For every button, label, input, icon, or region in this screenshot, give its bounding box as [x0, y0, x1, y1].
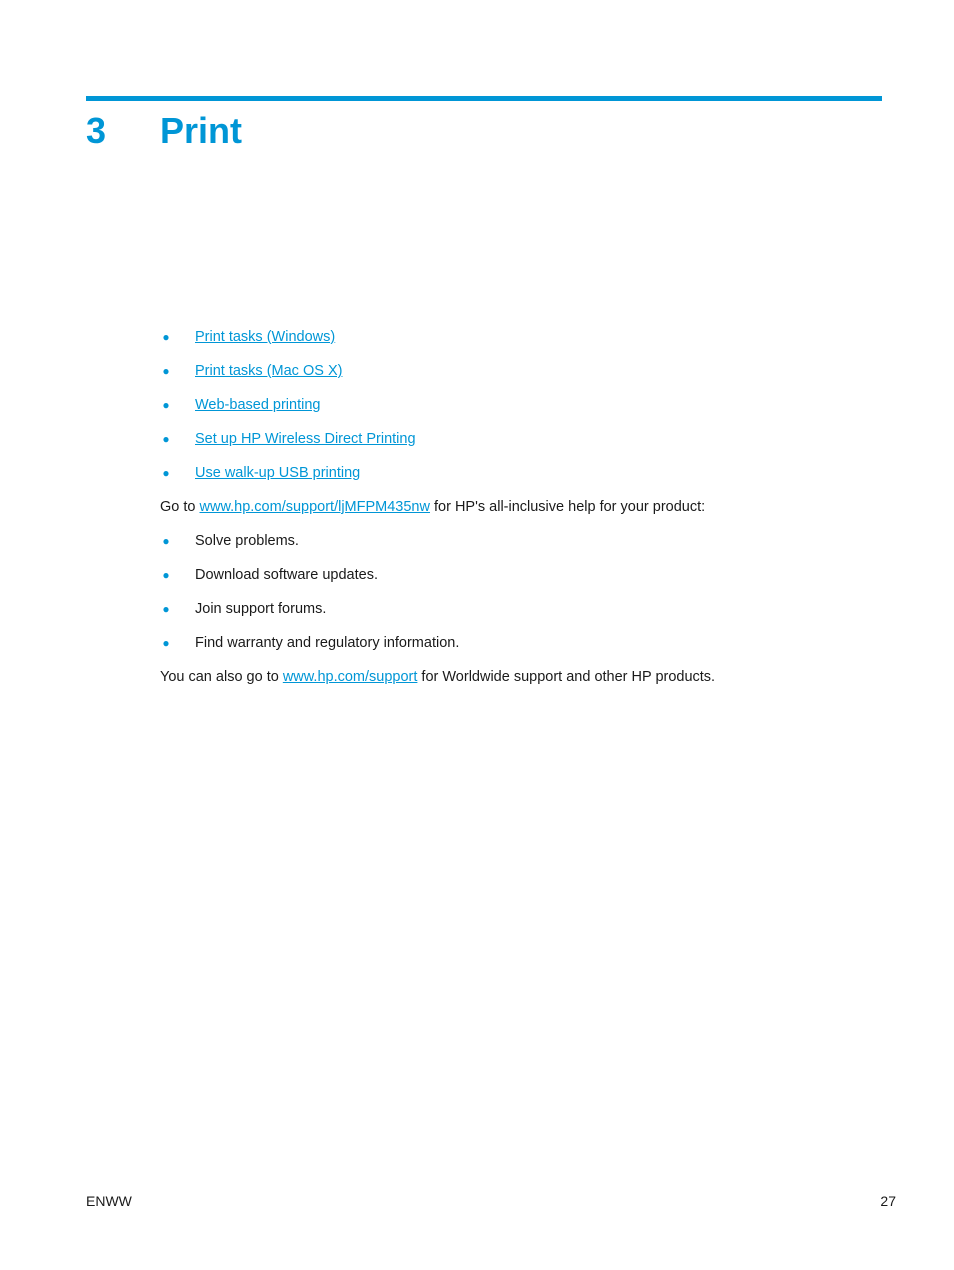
- list-item: [160, 462, 880, 484]
- support-product-link[interactable]: www.hp.com/support/ljMFPM435nw: [199, 499, 430, 515]
- worldwide-support-paragraph: [160, 666, 880, 688]
- worldwide-prefix: You can also go to: [160, 669, 283, 685]
- bullet-icon: ●: [162, 364, 170, 378]
- bullet-icon: ●: [162, 432, 170, 446]
- support-item-text: Find warranty and regulatory information.: [195, 635, 460, 651]
- link-walk-up-usb-printing[interactable]: Use walk-up USB printing: [195, 465, 361, 481]
- chapter-rule: [86, 96, 882, 101]
- link-web-based-printing[interactable]: Web-based printing: [195, 397, 321, 413]
- list-item: [160, 360, 880, 382]
- bullet-icon: ●: [162, 330, 170, 344]
- support-item-text: Download software updates.: [195, 567, 378, 583]
- support-intro-prefix: Go to: [160, 499, 200, 515]
- page-number: 27: [880, 1193, 896, 1209]
- list-item: [160, 598, 880, 620]
- worldwide-support-link[interactable]: www.hp.com/support: [282, 669, 418, 685]
- toc-link-list: [160, 326, 880, 484]
- list-item: [160, 530, 880, 552]
- bullet-icon: ●: [162, 398, 170, 412]
- support-item-list: [160, 530, 880, 654]
- footer-locale: ENWW: [86, 1193, 132, 1209]
- support-intro-paragraph: [160, 496, 880, 518]
- list-item: [160, 428, 880, 450]
- chapter-number: 3: [86, 110, 107, 151]
- list-item: [160, 564, 880, 586]
- link-print-tasks-windows[interactable]: Print tasks (Windows): [195, 329, 336, 345]
- link-wireless-direct-printing[interactable]: Set up HP Wireless Direct Printing: [195, 431, 416, 447]
- list-item: [160, 632, 880, 654]
- support-item-text: Solve problems.: [195, 533, 299, 549]
- list-item: [160, 326, 880, 348]
- chapter-title: Print: [160, 110, 243, 151]
- list-item: [160, 394, 880, 416]
- support-intro-suffix: for HP's all-inclusive help for your product:: [429, 499, 706, 515]
- chapter-heading: [86, 108, 242, 154]
- worldwide-suffix: for Worldwide support and other HP products.: [417, 669, 716, 685]
- chapter-content: [160, 326, 880, 700]
- bullet-icon: ●: [162, 466, 170, 480]
- bullet-icon: ●: [162, 636, 170, 650]
- bullet-icon: ●: [162, 602, 170, 616]
- bullet-icon: ●: [162, 534, 170, 548]
- link-print-tasks-mac[interactable]: Print tasks (Mac OS X): [195, 363, 343, 379]
- support-item-text: Join support forums.: [195, 601, 327, 617]
- bullet-icon: ●: [162, 568, 170, 582]
